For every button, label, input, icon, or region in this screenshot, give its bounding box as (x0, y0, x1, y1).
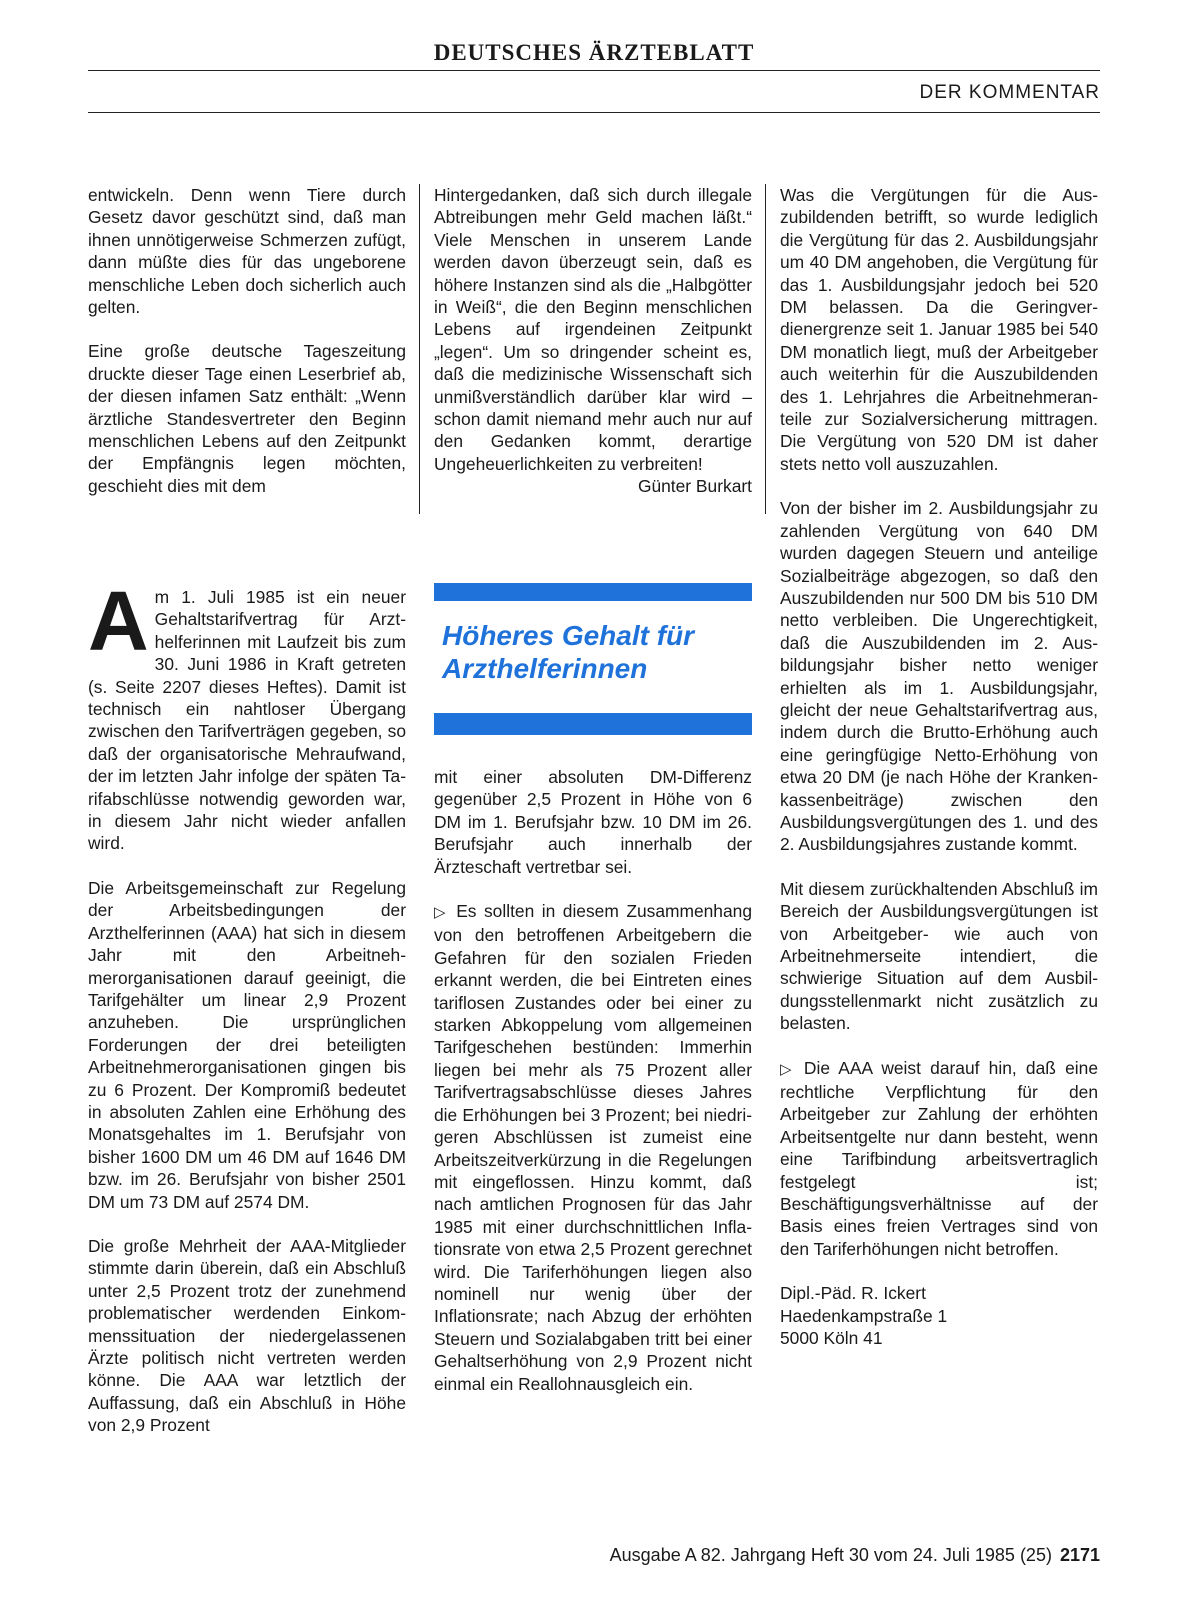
comment-paragraph: Hintergedanken, daß sich durch illegale Abtreibungen mehr Geld machen läßt.“ Viele Menschen in unserem Lande werden davon überzeugt sein, daß es höhere Instanzen sind als die „Halbgötter in Weiß“, die den Beginn menschlichen Lebens auf irgendeinen Zeitpunkt „legen“. Um so dringender scheint es, daß die medizinische Wissenschaft sich unmißverständlich darüber klar wird – schon damit niemand mehr auch nur auf den Gedanken kommt, derartige Ungeheuerlichkeiten zu verbreiten! (434, 185, 752, 474)
article-paragraph: Die Arbeitsgemeinschaft zur Regelung der Arbeitsbedingungen der Arzthelferinnen (AAA) hat sich in diesem Jahr mit den Arbeitnehmerorganisationen darauf geeinigt, die Tarifgehälter um linear 2,9 Prozent anzuheben. Die ursprünglichen Forderungen der drei beteiligten Arbeitnehmerorganisationen gingen bis zu 6 Prozent. Der Kompromiß bedeutet in absoluten Zahlen eine Erhöhung des Monatsgehaltes im 1. Berufsjahr von bisher 1600 DM um 46 DM auf 1646 DM bzw. im 26. Berufsjahr von bisher 2501 DM um 73 DM auf 2574 DM. (88, 877, 406, 1212)
article-paragraph: Von der bisher im 2. Ausbildungsjahr zu zahlenden Vergütung von 640 DM wurden dagegen Steuern und anteilige Sozialbeiträge abgezogen, so daß den Auszubildenden nur 500 DM bis 510 DM netto verbleiben. Die Ungerechtigkeit, daß die Auszubildenden im 2. Ausbildungsjahr bisher netto weniger erhielten als im 1. Ausbildungsjahr, gleicht der neue Gehaltstarifvertrag aus, indem durch die Brutto-Erhöhung auch eine geringfügige Netto-Erhöhung von etwa 20 DM (je nach Höhe der Krankenkassenbeiträge) zwischen den Ausbildungsvergütungen des 1. und des 2. Ausbildungsjahres zustande kommt. (780, 498, 1098, 855)
triangle-bullet-icon: ▷ (434, 904, 449, 922)
drop-cap: A (88, 574, 149, 668)
article-paragraph: mit einer absoluten DM-Differenz gegenüber 2,5 Prozent in Höhe von 6 DM im 1. Berufsjahr bzw. 10 DM im 26. Berufsjahr auch innerhalb der Ärzteschaft vertretbar sei. (434, 767, 752, 877)
article-column-1 (88, 574, 406, 1437)
header-rule-bottom (88, 112, 1100, 113)
comment-column-2 (434, 184, 752, 498)
article-paragraph: Die große Mehrheit der AAA-Mitglieder stimmte darin überein, daß ein Abschluß unter 2,5 Prozent trotz der zunehmend problematischer werdenden Einkommenssituation der niedergelassenen Ärzte politisch nicht vertreten werden könne. Die AAA war letztlich der Auffassung, daß ein Abschluß in Höhe von 2,9 Prozent (88, 1235, 406, 1436)
article-paragraph: m 1. Juli 1985 ist ein neuer Gehaltstarifvertrag für Arzthelferinnen mit Laufzeit bis zum 30. Juni 1986 in Kraft getreten (s. Seite 2207 dieses Heftes). Damit ist technisch ein nahtloser Übergang zwischen den Tarifverträgen gegeben, so daß der organisatorische Mehraufwand, der im letzten Jahr infolge der späten Tarifabschlüsse notwendig geworden war, in diesem Jahr nicht wieder anfallen wird. (88, 587, 406, 854)
article-paragraph: Was die Vergütungen für die Auszubildenden betrifft, so wurde lediglich die Vergütung für das 2. Ausbildungsjahr um 40 DM angehoben, die Vergütung für das 1. Ausbildungsjahr jedoch bei 520 DM belassen. Da die Geringverdienergrenze seit 1. Januar 1985 bei 540 DM monatlich liegt, muß der Arbeitgeber auch weiterhin für die Auszubildenden des 1. Lehrjahres die Arbeitnehmeranteile zur Sozialversicherung mittragen. Die Vergütung von 520 DM ist daher stets netto voll auszuzahlen. (780, 185, 1098, 474)
signature-name: Dipl.-Päd. R. Ickert (780, 1283, 926, 1304)
article-column-2 (434, 766, 752, 1395)
section-label: DER KOMMENTAR (919, 82, 1100, 103)
headline-bar-top (434, 583, 752, 601)
author-signature (780, 1282, 1098, 1349)
comment-paragraph: Eine große deutsche Tageszeitung druckte dieser Tage einen Leserbrief ab, der diesen infamen Satz enthält: „Wenn ärztliche Standesvertreter den Beginn menschlichen Lebens auf den Zeitpunkt der Empfängnis legen möchten, geschieht dies mit dem (88, 341, 406, 496)
issue-info: Ausgabe A 82. Jahrgang Heft 30 vom 24. Juli 1985 (25) (609, 1545, 1052, 1565)
comment-author: Günter Burkart (637, 476, 752, 497)
article-paragraph: Mit diesem zurückhaltenden Abschluß im Bereich der Ausbildungsvergütungen ist von Arbeitgeber- wie auch von Arbeitnehmerseite intendiert, die schwierige Situation auf dem Ausbildungsstellenmarkt nicht zusätzlich zu belasten. (780, 878, 1098, 1034)
comment-paragraph: entwickeln. Denn wenn Tiere durch Gesetz davor geschützt sind, daß man ihnen unnötigerweise Schmerzen zufügt, dann müßte dies für das ungeborene menschliche Leben doch sicherlich auch gelten. (88, 185, 406, 318)
header-rule-top (88, 70, 1100, 71)
comment-column-1 (88, 184, 406, 497)
headline-bar-bottom (434, 713, 752, 735)
publication-title: DEUTSCHES ÄRZTEBLATT (433, 40, 755, 65)
article-paragraph: Es sollten in diesem Zusammenhang von den betroffenen Arbeitgebern die Gefahren für den sozialen Frieden erkannt werden, die bei Eintreten eines tariflosen Zustandes oder bei einer zu starken Abkoppelung vom allgemeinen Tarifgeschehen bestünden: Immerhin liegen bei mehr als 75 Prozent aller Tarifvertragsabschlüsse dieses Jahres die Erhöhungen bei 3 Prozent; bei niedrigeren Abschlüssen ist zumeist eine Arbeitszeitverkürzung in die Regelungen mit eingeflossen. Hinzu kommt, daß nach amtlichen Prognosen für das Jahr 1985 mit einer durchschnittlichen Inflationsrate von etwa 2,5 Prozent gerechnet wird. Die Tariferhöhungen liegen also nominell nur wenig über der Inflationsrate; nach Abzug der erhöhten Steuern und Sozialabgaben tritt bei einer Gehaltserhöhung von 2,9 Prozent nicht einmal ein Reallohnausgleich ein. (434, 901, 752, 1394)
page-number: 2171 (1059, 1545, 1100, 1565)
triangle-bullet-icon: ▷ (780, 1060, 796, 1078)
article-headline-box (434, 583, 752, 737)
page-footer (610, 1544, 1100, 1566)
article-paragraph: Die AAA weist darauf hin, daß eine rechtliche Verpflichtung für den Arbeitgeber zur Zahlung der erhöhten Arbeitsentgelte nur dann besteht, wenn eine Tarifbindung arbeitsvertraglich festgelegt ist; Beschäftigungsverhältnisse auf der Basis eines freien Vertrages sind von den Tariferhöhungen nicht betroffen. (780, 1057, 1098, 1259)
column-divider-2 (765, 184, 766, 514)
signature-street: Haedenkampstraße 1 (780, 1305, 948, 1326)
article-headline: Höheres Gehalt für Arzthelferinnen (442, 620, 695, 684)
article-column-3 (780, 184, 1098, 1350)
column-divider-1 (419, 184, 420, 514)
signature-city: 5000 Köln 41 (780, 1328, 883, 1349)
